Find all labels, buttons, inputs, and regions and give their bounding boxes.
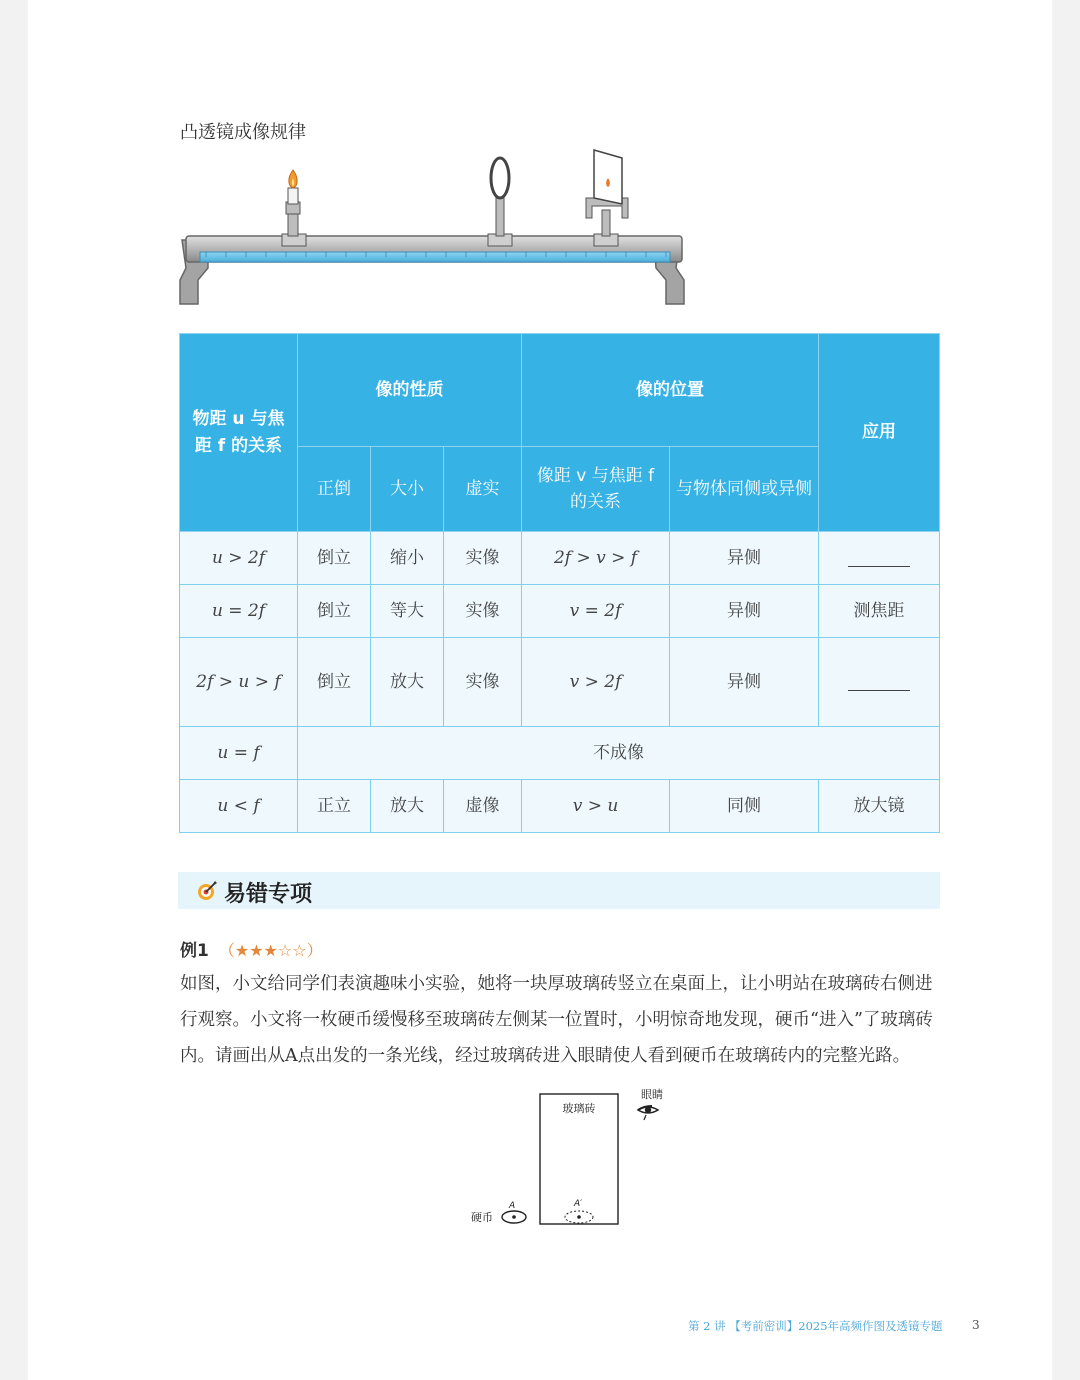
cell-relation: u > 2f (180, 532, 298, 585)
answer-blank[interactable] (848, 548, 910, 567)
cell-real-virtual: 虚像 (444, 780, 522, 833)
cell-orientation: 倒立 (298, 638, 371, 727)
cell-relation: u < f (180, 780, 298, 833)
cell-side: 同侧 (670, 780, 819, 833)
table-row (180, 532, 940, 585)
cell-application: 放大镜 (819, 780, 940, 833)
cell-size: 放大 (371, 780, 444, 833)
header-real-virtual: 虚实 (444, 447, 522, 532)
cell-size: 放大 (371, 638, 444, 727)
table-row (180, 727, 940, 780)
table-row (180, 585, 940, 638)
cell-application: 测焦距 (819, 585, 940, 638)
difficulty-stars: （★★★☆☆） (218, 941, 323, 960)
error-prone-banner (178, 872, 940, 909)
example-question-text: 如图，小文给同学们表演趣味小实验，她将一块厚玻璃砖竖立在桌面上，让小明站在玻璃砖右侧进行观察。小文将一枚硬币缓慢移至玻璃砖左侧某一位置时，小明惊奇地发现，硬币“进入”了玻璃砖内。请画出从A点出发的一条光线，经过玻璃砖进入眼睛使人看到硬币在玻璃砖内的完整光路。 (180, 974, 933, 1066)
table-row (180, 780, 940, 833)
cell-relation: 2f > u > f (180, 638, 298, 727)
example-heading (180, 936, 323, 961)
header-object-distance: 物距 u 与焦距 f 的关系 (180, 334, 298, 532)
cell-relation: u = 2f (180, 585, 298, 638)
optical-bench-illustration (176, 148, 692, 310)
cell-side: 异侧 (670, 585, 819, 638)
glass-brick-figure (460, 1082, 680, 1232)
cell-real-virtual: 实像 (444, 532, 522, 585)
cell-orientation: 正立 (298, 780, 371, 833)
header-image-position: 像的位置 (522, 334, 819, 447)
cell-image-distance: 2f > v > f (522, 532, 670, 585)
cell-size: 等大 (371, 585, 444, 638)
glass-brick-label: 玻璃砖 (562, 1102, 596, 1115)
eye-label: 眼睛 (641, 1088, 663, 1101)
point-a-prime (577, 1215, 581, 1219)
cell-orientation: 倒立 (298, 585, 371, 638)
header-image-distance: 像距 v 与焦距 f 的关系 (522, 447, 670, 532)
table-row (180, 638, 940, 727)
cell-application-blank (819, 638, 940, 727)
light-screen-icon (586, 150, 628, 246)
cell-application-blank (819, 532, 940, 585)
cell-side: 异侧 (670, 532, 819, 585)
cell-side: 异侧 (670, 638, 819, 727)
page-number: 3 (972, 1318, 980, 1332)
cell-real-virtual: 实像 (444, 585, 522, 638)
header-application: 应用 (819, 334, 940, 532)
header-image-nature: 像的性质 (298, 334, 522, 447)
lens-imaging-table (179, 333, 940, 833)
cell-image-distance: v > 2f (522, 638, 670, 727)
point-a (512, 1215, 516, 1219)
answer-blank[interactable] (848, 672, 910, 691)
bench-scale (200, 252, 670, 262)
banner-title: 易错专项 (224, 882, 313, 907)
header-orientation: 正倒 (298, 447, 371, 532)
eye-icon (638, 1106, 658, 1120)
cell-orientation: 倒立 (298, 532, 371, 585)
coin-label: 硬币 (471, 1211, 493, 1224)
convex-lens-icon (488, 158, 512, 246)
section-title: 凸透镜成像规律 (180, 122, 306, 143)
point-a-prime-label: A′ (574, 1199, 583, 1209)
cell-real-virtual: 实像 (444, 638, 522, 727)
candle-icon (282, 170, 306, 246)
example-label: 例1 (180, 941, 209, 961)
cell-image-distance: v = 2f (522, 585, 670, 638)
header-size: 大小 (371, 447, 444, 532)
footer-text: 第 2 讲 【考前密训】2025年高频作图及透镜专题 (688, 1319, 943, 1333)
cell-relation: u = f (180, 727, 298, 780)
point-a-label: A (509, 1201, 516, 1211)
cell-size: 缩小 (371, 532, 444, 585)
cell-image-distance: v > u (522, 780, 670, 833)
cell-no-image: 不成像 (298, 727, 940, 780)
target-icon (196, 880, 218, 902)
header-same-side: 与物体同侧或异侧 (670, 447, 819, 532)
